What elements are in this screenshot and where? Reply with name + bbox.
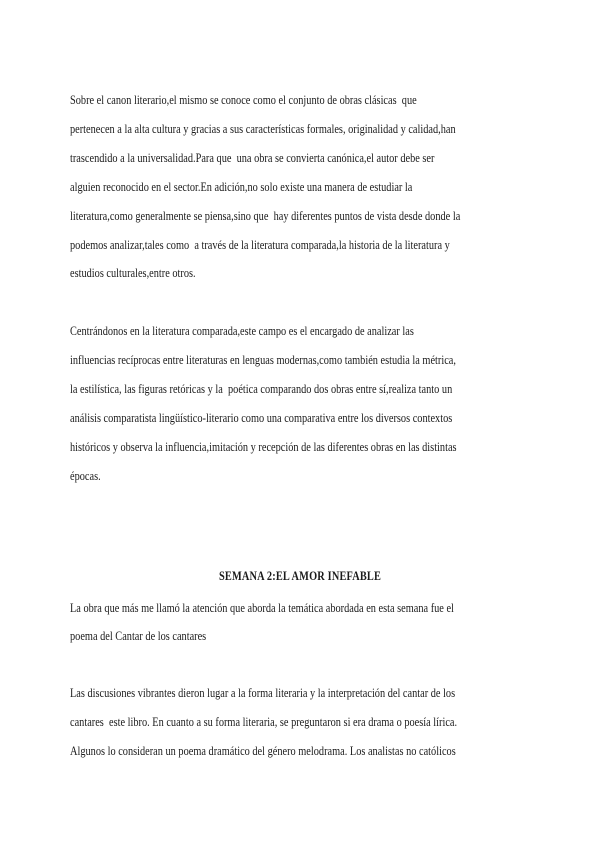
text-line: Las discusiones vibrantes dieron lugar a la forma literaria y la interpretación del cantar de los <box>70 686 456 701</box>
text-line: pertenecen a la alta cultura y gracias a sus características formales, originalidad y calidad,han <box>70 121 456 136</box>
text-line: podemos analizar,tales como a través de la literatura comparada,la historia de la literatura y <box>70 237 450 252</box>
text-line: Centrándonos en la literatura comparada,este campo es el encargado de analizar las <box>70 324 414 339</box>
page-content <box>70 86 530 766</box>
text-line: La obra que más me llamó la atención que aborda la temática abordada en esta semana fue el <box>70 600 454 615</box>
paragraph-canon-literario <box>70 86 530 288</box>
text-line: estudios culturales,entre otros. <box>70 266 196 281</box>
text-line: alguien reconocido en el sector.En adición,no solo existe una manera de estudiar la <box>70 179 413 194</box>
paragraph-discusiones <box>70 679 530 766</box>
text-line: la estilística, las figuras retóricas y la poética comparando dos obras entre sí,realiza tanto un <box>70 382 453 397</box>
text-line: trascendido a la universalidad.Para que una obra se convierta canónica,el autor debe ser <box>70 150 435 165</box>
text-line: históricos y observa la influencia,imitación y recepción de las diferentes obras en las distintas <box>70 439 457 454</box>
text-line: literatura,como generalmente se piensa,sino que hay diferentes puntos de vista desde donde la <box>70 208 461 223</box>
section-heading: SEMANA 2:EL AMOR INEFABLE <box>219 568 381 583</box>
paragraph-literatura-comparada <box>70 317 530 490</box>
text-line: épocas. <box>70 468 101 483</box>
text-line: Algunos lo consideran un poema dramático del género melodrama. Los analistas no católicos <box>70 744 456 759</box>
paragraph-obra-semana <box>70 594 530 652</box>
text-line: Sobre el canon literario,el mismo se conoce como el conjunto de obras clásicas que <box>70 93 417 107</box>
text-line: análisis comparatista lingüístico-literario como una comparativa entre los diversos contextos <box>70 410 453 425</box>
text-line: influencias recíprocas entre literaturas en lenguas modernas,como también estudia la métrica, <box>70 353 456 368</box>
text-line: cantares este libro. En cuanto a su forma literaria, se preguntaron si era drama o poesía lírica. <box>70 715 458 730</box>
text-line: poema del Cantar de los cantares <box>70 629 207 644</box>
